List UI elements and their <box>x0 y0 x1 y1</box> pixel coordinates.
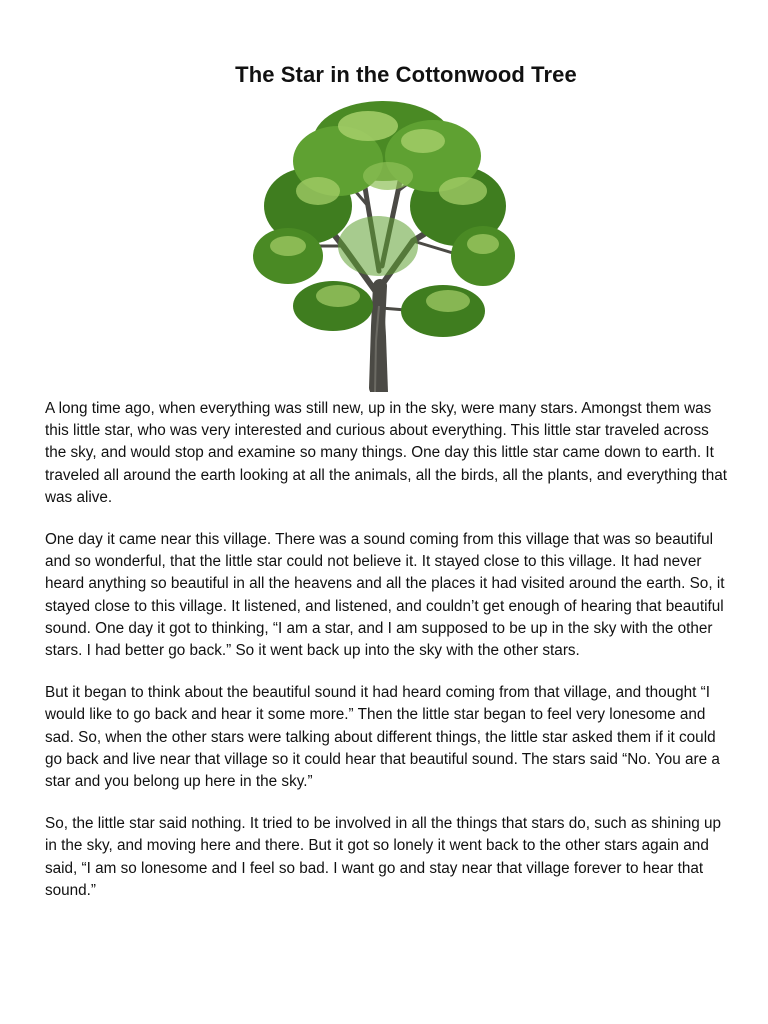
page-title: The Star in the Cottonwood Tree <box>235 62 577 87</box>
story-paragraph: One day it came near this village. There was a sound coming from this village that was so beautiful and so wonderful, that the little star could not believe it. It stayed close to this village. It had never heard anything so beautiful in all the heavens and all the places it had visited around the earth. So, it stayed close to this village. It listened, and listened, and couldn’t get enough of hearing that beautiful sound. One day it got to thinking, “I am a star, and I am supposed to be up in the sky with the other stars. I had better go back.” So it went back up into the sky with the other stars. <box>45 531 725 660</box>
cottonwood-tree-icon <box>248 96 520 392</box>
story-body <box>45 398 729 922</box>
story-paragraph: But it began to think about the beautiful sound it had heard coming from that village, and thought “I would like to go back and hear it some more.” Then the little star began to feel very lonesome and sad. So, when the other stars were talking about different things, the little star asked them if it could go back and live near that village so it could hear that beautiful sound. The stars said “No. You are a star and you belong up here in the sky.” <box>45 684 720 791</box>
story-paragraph: So, the little star said nothing. It tried to be involved in all the things that stars do, such as shining up in the sky, and moving here and there. But it got so lonely it went back to the other stars again and said, “I am so lonesome and I feel so bad. I want go and stay near that village forever to hear that sound.” <box>45 815 722 899</box>
story-paragraph: A long time ago, when everything was still new, up in the sky, were many stars. Amongst them was this little star, who was very interested and curious about everything. This little star traveled across the sky, and would stop and examine so many things. One day this little star came down to earth. It traveled all around the earth looking at all the animals, all the birds, all the plants, and everything that was alive. <box>45 400 727 506</box>
